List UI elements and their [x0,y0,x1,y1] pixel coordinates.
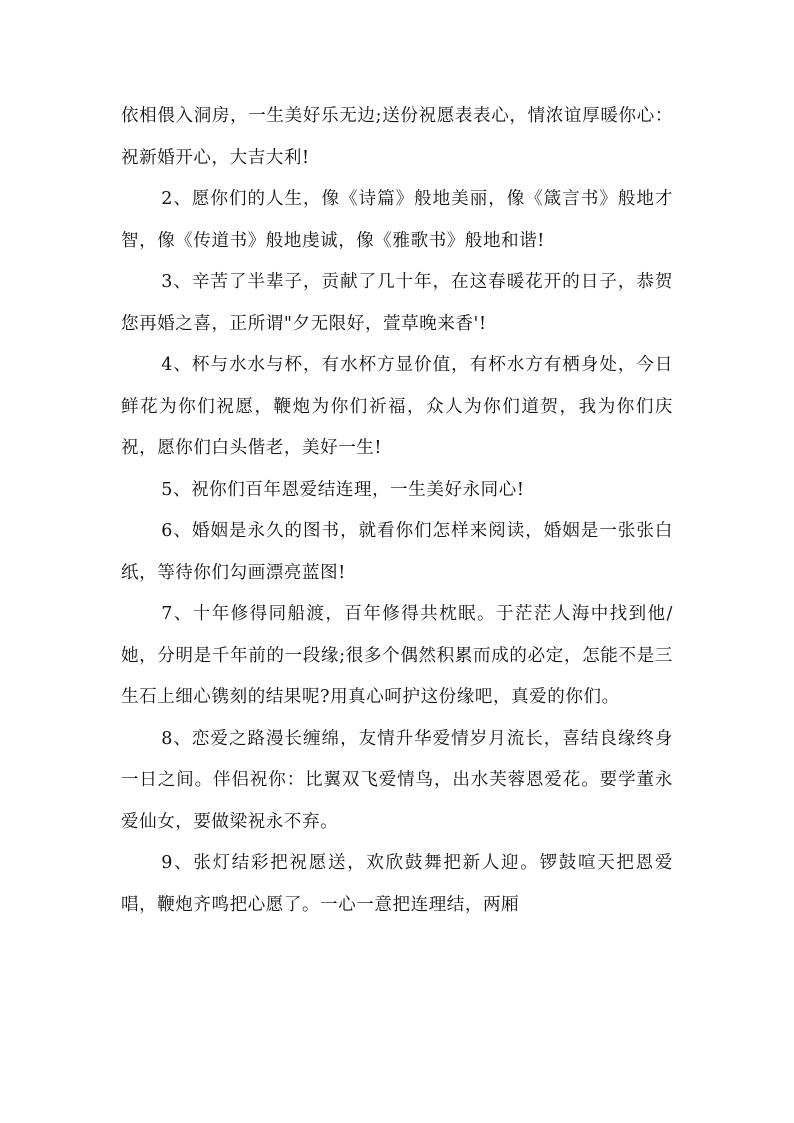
paragraph-item-5: 5、祝你们百年恩爱结连理，一生美好永同心! [161,479,525,500]
paragraph-item-8: 8、恋爱之路漫长缠绵，友情升华爱情岁月流长，喜结良缘终身一日之间。伴侣祝你：比翼双飞爱情鸟，出水芙蓉恩爱花。要学董永爱仙女，要做梁祝永不弃。 [121,728,673,832]
paragraph-item-9: 9、张灯结彩把祝愿送，欢欣鼓舞把新人迎。锣鼓喧天把恩爱唱，鞭炮齐鸣把心愿了。一心一意把连理结，两厢 [121,853,673,915]
paragraph-item-6: 6、婚姻是永久的图书，就看你们怎样来阅读，婚姻是一张张白纸，等待你们勾画漂亮蓝图! [121,521,673,583]
paragraph-item-2: 2、愿你们的人生，像《诗篇》般地美丽，像《箴言书》般地才智，像《传道书》般地虔诚，像《雅歌书》般地和谐! [121,189,673,251]
document-body [121,96,673,926]
paragraph-item-7: 7、十年修得同船渡，百年修得共枕眠。于茫茫人海中找到他/她，分明是千年前的一段缘;很多个偶然积累而成的必定，怎能不是三生石上细心镌刻的结果呢?用真心呵护这份缘吧，真爱的你们。 [121,604,673,707]
paragraph-continuation: 依相偎入洞房，一生美好乐无边;送份祝愿表表心，情浓谊厚暖你心：祝新婚开心，大吉大利! [121,106,673,168]
paragraph-item-3: 3、辛苦了半辈子，贡献了几十年，在这春暖花开的日子，恭贺您再婚之喜，正所谓"夕无限好，萱草晚来香'! [121,272,673,334]
paragraph-item-4: 4、杯与水水与杯，有水杯方显价值，有杯水方有栖身处，今日鲜花为你们祝愿，鞭炮为你们祈福，众人为你们道贺，我为你们庆祝，愿你们白头偕老，美好一生! [121,355,673,458]
